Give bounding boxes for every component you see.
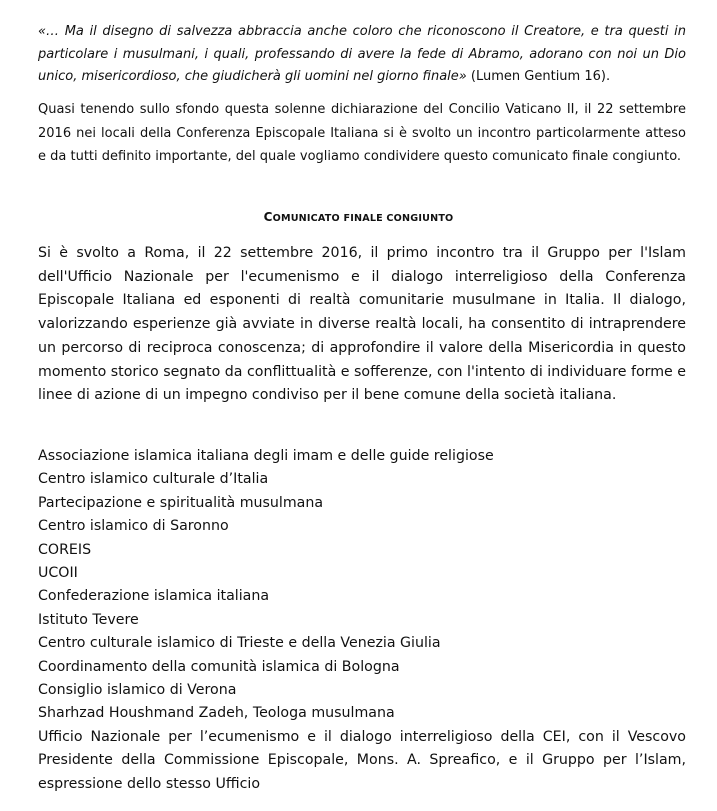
signatory-item: Coordinamento della comunità islamica di Bologna: [38, 658, 400, 675]
signatory-item: Associazione islamica italiana degli imam e delle guide religiose: [38, 448, 494, 464]
intro-quote-text: «… Ma il disegno di salvezza abbraccia anche coloro che riconoscono il Creatore, e tra questi in particolare i musulmani, i quali, professando di avere la fede di Abramo, adorano con noi un Dio unico, misericordioso, che giudicherà gli uomini nel giorno finale»: [38, 24, 686, 84]
signatory-item: Istituto Tevere: [38, 611, 139, 628]
signatory-item: Partecipazione e spiritualità musulmana: [38, 494, 324, 511]
signatories-list: [38, 445, 686, 796]
signatory-item: UCOII: [38, 565, 78, 582]
signatory-item: Centro islamico di Saronno: [38, 518, 229, 535]
signatory-item: Consiglio islamico di Verona: [38, 682, 237, 699]
signatory-item: Ufficio Nazionale per l’ecumenismo e il dialogo interreligioso della CEI, con il Vescovo Presidente della Commissione Episcopale, Mons. A. Spreafico, e il Gruppo per l’Islam, espressione dello stesso Ufficio: [38, 728, 686, 792]
signatory-item: Sharhzad Houshmand Zadeh, Teologa musulmana: [38, 705, 395, 722]
signatory-item: COREIS: [38, 541, 92, 558]
signatory-item: Centro islamico culturale d’Italia: [38, 471, 269, 488]
intro-quote: [38, 21, 686, 89]
section-title-rest: OMUNICATO FINALE CONGIUNTO: [272, 213, 454, 224]
signatory-item: Centro culturale islamico di Trieste e della Venezia Giulia: [38, 635, 441, 652]
intro-paragraph: Quasi tenendo sullo sfondo questa solenne dichiarazione del Concilio Vaticano II, il 22 settembre 2016 nei locali della Conferenza Episcopale Italiana si è svolto un incontro particolarmente atteso e da tutti definito importante, del quale vogliamo condividere questo comunicato finale congiunto.: [38, 102, 686, 164]
communique-paragraph: Si è svolto a Roma, il 22 settembre 2016, il primo incontro tra il Gruppo per l'Islam dell'Ufficio Nazionale per l'ecumenismo e il dialogo interreligioso della Conferenza Episcopale Italiana ed esponenti di realtà comunitarie musulmane in Italia. Il dialogo, valorizzando esperienze già avviate in diverse realtà locali, ha consentito di intraprendere un percorso di reciproca conoscenza; di approfondire il valore della Misericordia in questo momento storico segnato da conflittualità e sofferenze, con l'intento di individuare forme e linee di azione di un impegno condiviso per il bene comune della società italiana.: [38, 245, 686, 404]
section-title-initial: C: [263, 210, 273, 224]
intro-quote-source: (Lumen Gentium 16).: [466, 69, 611, 84]
signatory-item: Confederazione islamica italiana: [38, 588, 270, 605]
section-title: [0, 210, 717, 224]
